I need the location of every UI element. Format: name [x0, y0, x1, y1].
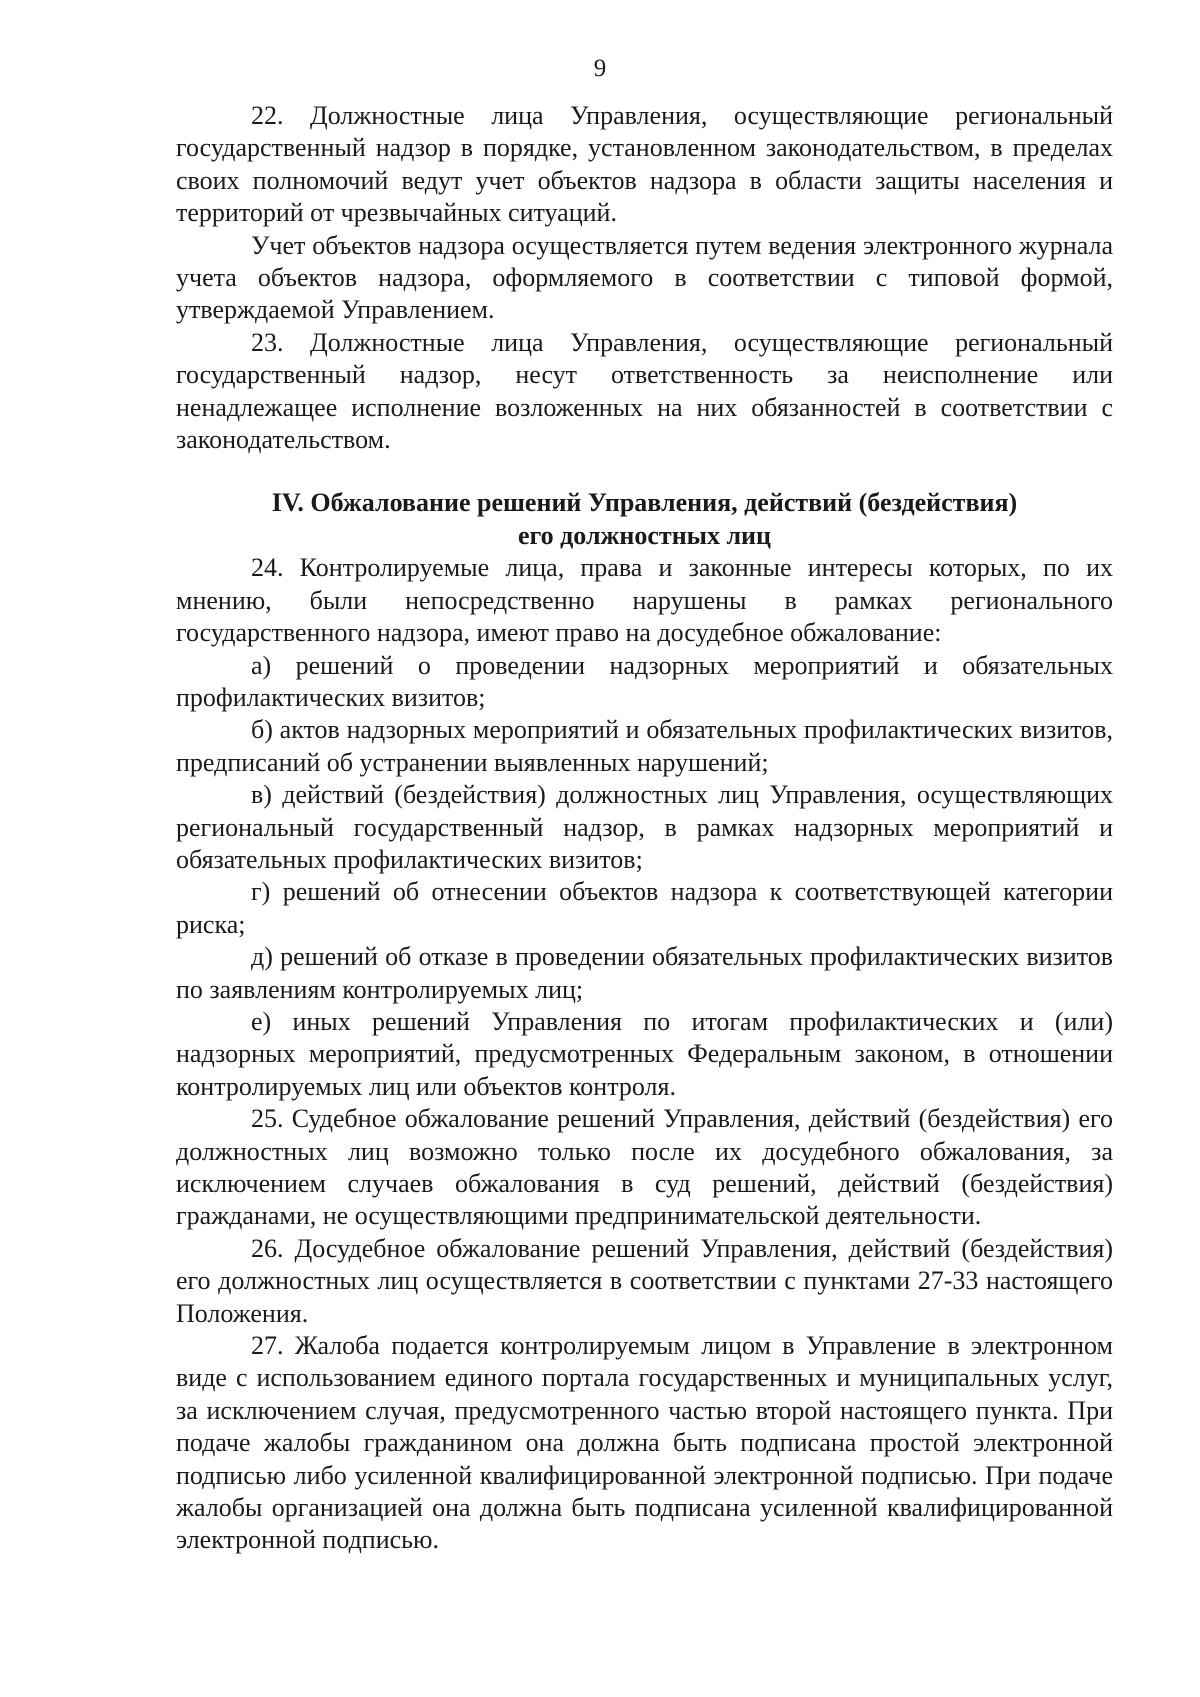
paragraph-22: 22. Должностные лица Управления, осуществляющие региональный государственный надзор в порядке, установленном законодательством, в пределах своих полномочий ведут учет объектов надзора в области защиты населения и территорий от чрезвычайных ситуаций. — [176, 101, 1113, 228]
list-item-e: е) иных решений Управления по итогам профилактических и (или) надзорных мероприятий, предусмотренных Федеральным законом, в отношении контролируемых лиц или объектов контроля. — [176, 1006, 1113, 1101]
list-item-a: а) решений о проведении надзорных мероприятий и обязательных профилактических визитов; — [176, 650, 1113, 712]
page-number: 9 — [593, 55, 607, 82]
paragraph-22-registry: Учет объектов надзора осуществляется путем ведения электронного журнала учета объектов надзора, оформляемого в соответствии с типовой формой, утверждаемой Управлением. — [176, 230, 1113, 325]
section-heading — [176, 487, 1113, 552]
paragraph-27: 27. Жалоба подается контролируемым лицом в Управление в электронном виде с использованием единого портала государственных и муниципальных услуг, за исключением случая, предусмотренного частью второй настоящего пункта. При подаче жалобы гражданином она должна быть подписана простой электронной подписью либо усиленной квалифицированной электронной подписью. При подаче жалобы организацией она должна быть подписана усиленной квалифицированной электронной подписью. — [176, 1331, 1113, 1555]
paragraph-23: 23. Должностные лица Управления, осуществляющие региональный государственный надзор, несут ответственность за неисполнение или ненадлежащее исполнение возложенных на них обязанностей в соответствии с законодательством. — [176, 327, 1113, 455]
list-item-d: д) решений об отказе в проведении обязательных профилактических визитов по заявлениям контролируемых лиц; — [176, 942, 1113, 1004]
document-body — [176, 100, 1113, 1557]
list-item-g: г) решений об отнесении объектов надзора к соответствующей категории риска; — [176, 877, 1113, 939]
section-heading-line-1: IV. Обжалование решений Управления, действий (бездействия) — [271, 488, 1018, 518]
paragraph-24: 24. Контролируемые лица, права и законные интересы которых, по их мнению, были непосредственно нарушены в рамках регионального государственного надзора, имеют право на досудебное обжалование: — [176, 553, 1113, 648]
section-heading-line-2: его должностных лиц — [517, 520, 772, 550]
paragraph-25: 25. Судебное обжалование решений Управления, действий (бездействия) его должностных лиц возможно только после их досудебного обжалования, за исключением случаев обжалования в суд решений, действий (бездействия) гражданами, не осуществляющими предпринимательской деятельности. — [176, 1104, 1113, 1231]
paragraph-26: 26. Досудебное обжалование решений Управления, действий (бездействия) его должностных лиц осуществляется в соответствии с пунктами 27-33 настоящего Положения. — [176, 1233, 1113, 1328]
list-item-b: б) актов надзорных мероприятий и обязательных профилактических визитов, предписаний об устранении выявленных нарушений; — [176, 715, 1113, 777]
list-item-v: в) действий (бездействия) должностных лиц Управления, осуществляющих региональный государственный надзор, в рамках надзорных мероприятий и обязательных профилактических визитов; — [176, 780, 1113, 874]
